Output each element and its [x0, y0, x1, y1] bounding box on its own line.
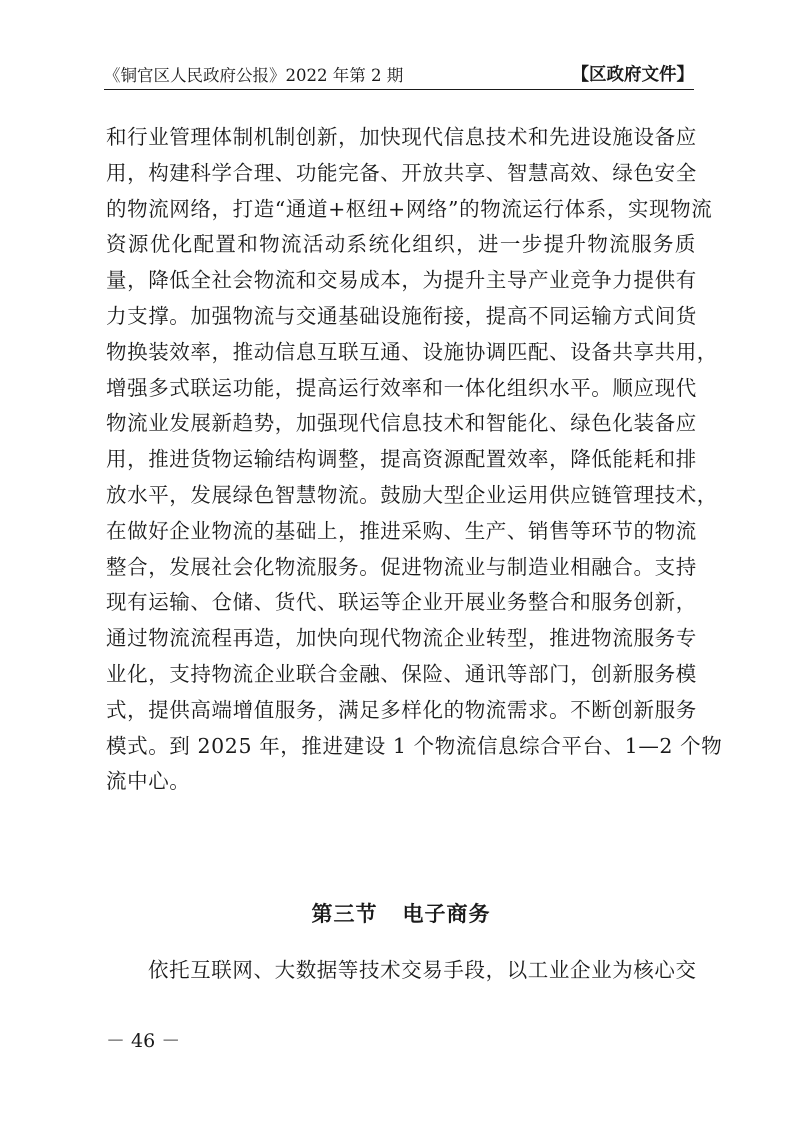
- paragraph-line: 放水平，发展绿色智慧物流。鼓励大型企业运用供应链管理技术，: [106, 482, 718, 507]
- paragraph-line: 用，构建科学合理、功能完备、开放共享、智慧高效、绿色安全: [106, 160, 697, 185]
- paragraph-line: 在做好企业物流的基础上，推进采购、生产、销售等环节的物流: [106, 518, 697, 543]
- publication-title: 《铜官区人民政府公报》2022 年第 2 期: [104, 66, 404, 85]
- paragraph-line: 用，推进货物运输结构调整，提高资源配置效率，降低能耗和排: [106, 447, 697, 472]
- paragraph-line: 物换装效率，推动信息互联互通、设施协调匹配、设备共享共用，: [106, 339, 718, 364]
- body-paragraph: [106, 120, 723, 800]
- page-header: [104, 56, 694, 90]
- paragraph-line: 物流业发展新趋势，加强现代信息技术和智能化、绿色化装备应: [106, 411, 697, 436]
- paragraph-line: 资源优化配置和物流活动系统化组织，进一步提升物流服务质: [106, 232, 696, 257]
- paragraph-line: 量，降低全社会物流和交易成本，为提升主导产业竞争力提供有: [106, 268, 697, 293]
- paragraph-line: 和行业管理体制机制创新，加快现代信息技术和先进设施设备应: [106, 125, 697, 149]
- paragraph-line: 通过物流流程再造，加快向现代物流企业转型，推进物流服务专: [106, 626, 697, 651]
- paragraph-line: 模式。到 2025 年，推进建设 1 个物流信息综合平台、1—2 个物: [106, 733, 723, 758]
- paragraph-line: 依托互联网、大数据等技术交易手段，以工业企业为核心交: [148, 958, 697, 982]
- paragraph-line: 业化，支持物流企业联合金融、保险、通讯等部门，创新服务模: [106, 661, 697, 686]
- paragraph-line: 的物流网络，打造“通道+枢纽+网络”的物流运行体系，实现物流: [106, 196, 713, 221]
- paragraph-line: 流中心。: [106, 769, 191, 794]
- section-heading: 第三节 电子商务: [311, 902, 491, 926]
- paragraph-line: 力支撑。加强物流与交通基础设施衔接，提高不同运输方式间货: [106, 303, 697, 328]
- document-category: 【区政府文件】: [571, 65, 694, 85]
- paragraph-line: 增强多式联运功能，提高运行效率和一体化组织水平。顺应现代: [106, 375, 697, 400]
- paragraph-line: 现有运输、仓储、货代、联运等企业开展业务整合和服务创新，: [106, 590, 697, 615]
- header-divider: [104, 89, 694, 90]
- page-number: － 46 －: [106, 1030, 181, 1052]
- paragraph-line: 式，提供高端增值服务，满足多样化的物流需求。不断创新服务: [106, 697, 697, 722]
- paragraph-line: 整合，发展社会化物流服务。促进物流业与制造业相融合。支持: [106, 554, 697, 579]
